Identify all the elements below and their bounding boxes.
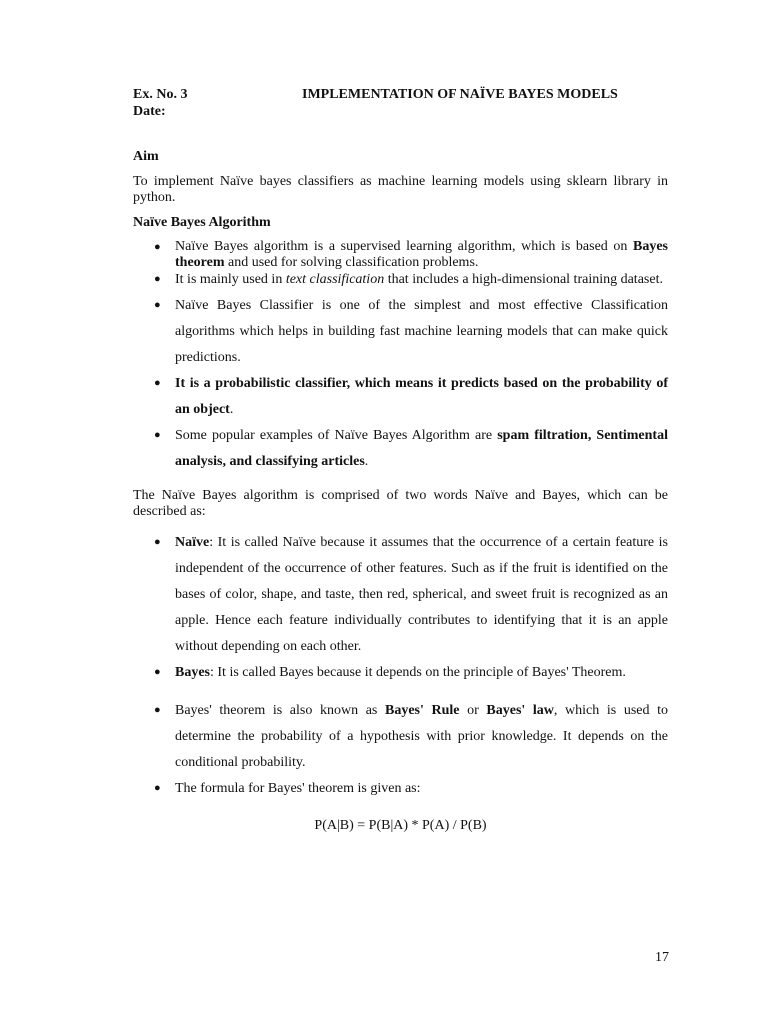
exercise-number: Ex. No. 3 — [133, 87, 188, 102]
list-item — [133, 660, 668, 686]
item-text: and used for solving classification problems. — [224, 255, 479, 270]
list-item — [133, 776, 668, 802]
date-label: Date: — [133, 104, 166, 119]
document-page — [133, 87, 668, 834]
item-text: It is mainly used in — [175, 272, 286, 287]
item-text: Some popular examples of Naïve Bayes Algorithm are — [175, 428, 498, 443]
bullet-icon: ● — [154, 536, 161, 548]
aim-text: To implement Naïve bayes classifiers as machine learning models using sklearn library in python. — [133, 174, 668, 205]
algorithm-heading: Naïve Bayes Algorithm — [133, 215, 271, 230]
bullet-icon: ● — [154, 666, 161, 678]
item-text: . — [229, 402, 234, 417]
item-text: . — [364, 454, 369, 469]
item-text: that includes a high-dimensional training dataset. — [384, 272, 663, 287]
list-item — [133, 267, 668, 293]
item-text: Naïve Bayes algorithm is a supervised learning algorithm, which is based on — [175, 239, 633, 254]
bullet-icon: ● — [154, 782, 161, 794]
bayes-formula: P(A|B) = P(B|A) * P(A) / P(B) — [314, 818, 487, 833]
list-item — [133, 423, 668, 475]
bullet-icon: ● — [154, 299, 161, 311]
exercise-header — [133, 87, 668, 121]
item-bold: Bayes' Rule — [384, 703, 460, 718]
bullet-icon: ● — [154, 241, 161, 253]
item-bold: Naïve — [175, 535, 210, 550]
algorithm-list — [133, 239, 668, 475]
bullet-icon: ● — [154, 429, 161, 441]
bullet-icon: ● — [154, 377, 161, 389]
item-bold: Bayes' law — [486, 703, 554, 718]
item-text: Naïve Bayes Classifier is one of the simplest and most effective Classification algorithms which helps in building fast machine learning models that can make quick predictions. — [175, 298, 668, 365]
bullet-icon: ● — [154, 704, 161, 716]
item-text: , which is used to determine the probability of a hypothesis with prior knowledge. It depends on the conditional probability. — [175, 703, 668, 770]
list-item — [133, 530, 668, 660]
list-item — [133, 371, 668, 423]
item-bold: It is a probabilistic classifier, which means it predicts based on the probability of an object — [175, 376, 668, 417]
page-title: IMPLEMENTATION OF NAÏVE BAYES MODELS — [302, 87, 618, 102]
list-item — [133, 698, 668, 776]
item-bold: Bayes — [175, 665, 210, 680]
item-italic: text classification — [285, 272, 385, 287]
item-bold: spam filtration, Sentimental analysis, and classifying articles — [175, 428, 668, 469]
page-number: 17 — [655, 950, 669, 965]
item-text: The formula for Bayes' theorem is given as: — [175, 781, 421, 796]
words-list — [133, 530, 668, 686]
aim-heading: Aim — [133, 149, 159, 164]
item-text: or — [459, 703, 487, 718]
item-text: : It is called Bayes because it depends on the principle of Bayes' Theorem. — [210, 665, 626, 680]
item-bold: Bayes theorem — [175, 239, 668, 270]
item-text: Bayes' theorem is also known as — [175, 703, 385, 718]
intro-paragraph: The Naïve Bayes algorithm is comprised of two words Naïve and Bayes, which can be described as: — [133, 488, 668, 519]
item-text: : It is called Naïve because it assumes that the occurrence of a certain feature is independent of the occurrence of other features. Such as if the fruit is identified on the bases of color, shape, and taste, then red, spherical, and sweet fruit is recognized as an apple. Hence each feature individually contributes to identifying that it is an apple without depending on each other. — [175, 535, 668, 654]
theorem-list — [133, 698, 668, 802]
list-item — [133, 293, 668, 371]
bullet-icon: ● — [154, 273, 161, 285]
